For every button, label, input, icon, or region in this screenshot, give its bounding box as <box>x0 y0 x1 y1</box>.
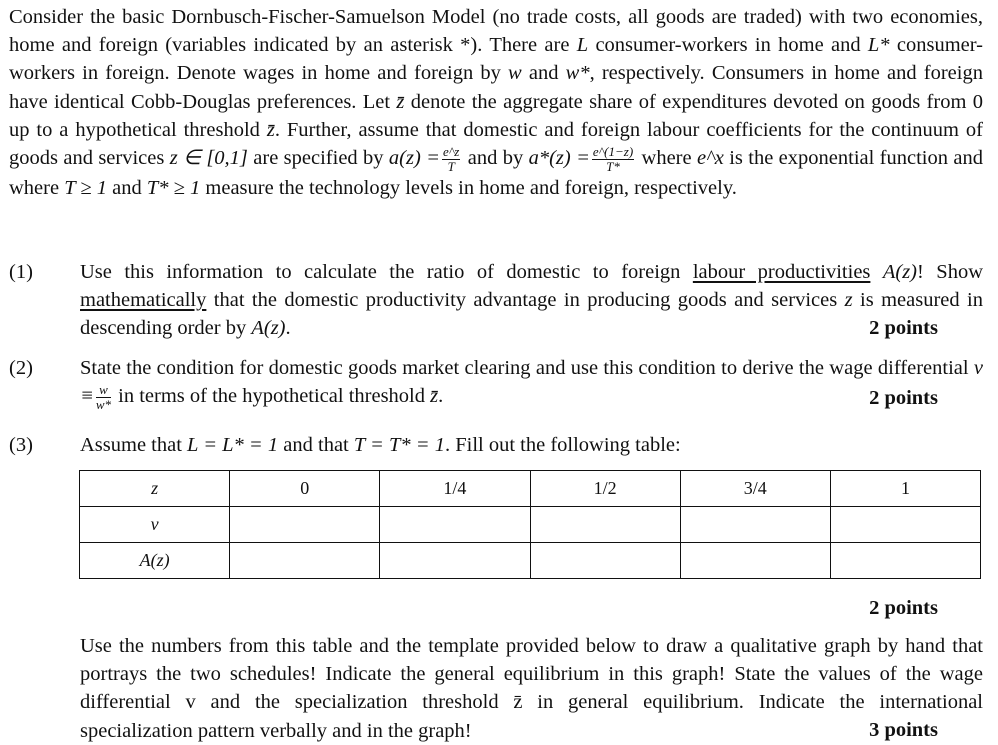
math-z-bar: z̄ <box>430 385 439 408</box>
empty-cell[interactable] <box>830 543 980 579</box>
fraction-numerator: w <box>96 383 111 398</box>
points-label: 2 points <box>869 387 938 409</box>
question-number: (2) <box>9 357 33 379</box>
math-z-bar: z̄ <box>266 118 275 141</box>
math-e-x: e^x <box>696 147 724 170</box>
table-row <box>80 507 981 543</box>
question-text-part: . Fill out the following table: <box>444 434 681 456</box>
question-text-part: in terms of the hypothetical threshold <box>113 385 431 408</box>
intro-text: and <box>521 62 566 85</box>
question-number: (1) <box>9 261 33 283</box>
math-T-condition: T ≥ 1 <box>64 176 108 199</box>
math-w: w <box>508 62 522 85</box>
math-A-z: A(z) <box>251 317 286 340</box>
points-label: 2 points <box>869 317 938 339</box>
intro-text: and <box>107 176 147 199</box>
fraction-numerator: e^(1−z) <box>592 143 634 159</box>
question-text-part: State the condition for domestic goods market clearing and use this condition to derive the wage differential <box>80 357 974 379</box>
intro-text: measure the technology levels in home and foreign, respectively. <box>200 176 737 199</box>
intro-text: , respectively. Consumers in home and foreign have identical Cobb-Douglas preferences. Let <box>9 62 983 113</box>
question-text-part: that the domestic productivity advantage in producing goods and services <box>206 289 845 312</box>
question-text-part: and that <box>278 434 354 456</box>
fraction-a-star-z <box>592 145 634 174</box>
empty-cell[interactable] <box>230 507 380 543</box>
empty-cell[interactable] <box>380 507 530 543</box>
math-z-set: z ∈ [0,1] <box>169 147 248 170</box>
intro-text: are specified by <box>247 147 389 170</box>
fraction-a-z <box>442 145 460 174</box>
fraction-v <box>96 383 111 412</box>
fill-in-table <box>79 470 981 579</box>
math-T-equation: T = T* = 1 <box>353 434 445 456</box>
intro-text: . Further, assume that domestic and foreign labour coefficients for the continuum of goods and services <box>9 118 983 170</box>
underlined-term: mathematically <box>80 289 207 312</box>
math-T-star-condition: T* ≥ 1 <box>146 176 201 199</box>
math-z: z <box>844 289 853 312</box>
math-A-z: A(z) <box>882 261 918 283</box>
fraction-numerator: e^z <box>443 143 460 159</box>
math-L-star: L* <box>867 34 890 57</box>
problem-intro <box>9 3 983 202</box>
row-label-v: v <box>80 507 230 543</box>
empty-cell[interactable] <box>230 543 380 579</box>
math-w-star: w* <box>565 62 590 85</box>
table-row <box>80 543 981 579</box>
fraction-denominator: T <box>447 158 455 174</box>
intro-text: Consider the basic Dornbusch-Fischer-Samuelson Model (no trade costs, all goods are traded) with two economies, home and foreign (variables indicated by an asterisk *). There are <box>9 6 983 57</box>
points-label: 2 points <box>869 597 938 619</box>
column-header: 0 <box>230 471 380 507</box>
table-row <box>80 471 981 507</box>
fraction-denominator: T* <box>606 158 620 174</box>
points-label: 3 points <box>869 719 938 741</box>
empty-cell[interactable] <box>380 543 530 579</box>
column-header: 1/4 <box>380 471 530 507</box>
intro-text: where <box>636 147 697 170</box>
column-header: 3/4 <box>680 471 830 507</box>
math-L: L <box>576 34 589 57</box>
row-label-z: z <box>80 471 230 507</box>
empty-cell[interactable] <box>680 543 830 579</box>
question-text-part: ! Show <box>917 261 983 283</box>
fraction-denominator: w* <box>95 397 112 412</box>
intro-text: consumer-workers in home and <box>588 34 868 57</box>
question-text <box>80 354 983 412</box>
column-header: 1 <box>830 471 980 507</box>
question-text-part: Assume that <box>80 434 188 456</box>
empty-cell[interactable] <box>530 543 680 579</box>
intro-text: is the exponential function and where <box>9 147 983 199</box>
empty-cell[interactable] <box>680 507 830 543</box>
intro-text: and by <box>462 147 529 170</box>
math-z-bar: z̄ <box>396 90 405 113</box>
question-text-part: . <box>285 317 291 340</box>
intro-text: consumer-workers in foreign. Denote wages in home and foreign by <box>9 34 983 85</box>
graph-instructions: Use the numbers from this table and the template provided below to draw a qualitative graph by hand that portrays the two schedules! Indicate the general equilibrium in this graph! State the values of the wage differential v and the specialization threshold z̄ in general equilibrium. Indicate the international specialization pattern verbally and in the graph! <box>80 635 983 742</box>
underlined-term: labour productivities <box>692 261 871 283</box>
question-text-part: Use this information to calculate the ratio of domestic to foreign <box>80 261 693 283</box>
empty-cell[interactable] <box>530 507 680 543</box>
math-L-equation: L = L* = 1 <box>187 434 279 456</box>
question-text <box>80 431 983 459</box>
column-header: 1/2 <box>530 471 680 507</box>
empty-cell[interactable] <box>830 507 980 543</box>
question-text <box>80 258 983 343</box>
math-a-z: a(z) = <box>388 147 441 170</box>
math-v: v ≡ <box>80 357 983 408</box>
intro-text: denote the aggregate share of expenditures devoted on goods from 0 up to a hypothetical threshold <box>9 90 983 141</box>
question-text-part <box>870 261 882 283</box>
question-text-part: . <box>438 385 444 408</box>
row-label-A-z: A(z) <box>80 543 230 579</box>
question-text-part: is measured in descending order by <box>80 289 983 340</box>
question-number: (3) <box>9 434 33 456</box>
math-a-star-z: a*(z) = <box>528 147 590 170</box>
